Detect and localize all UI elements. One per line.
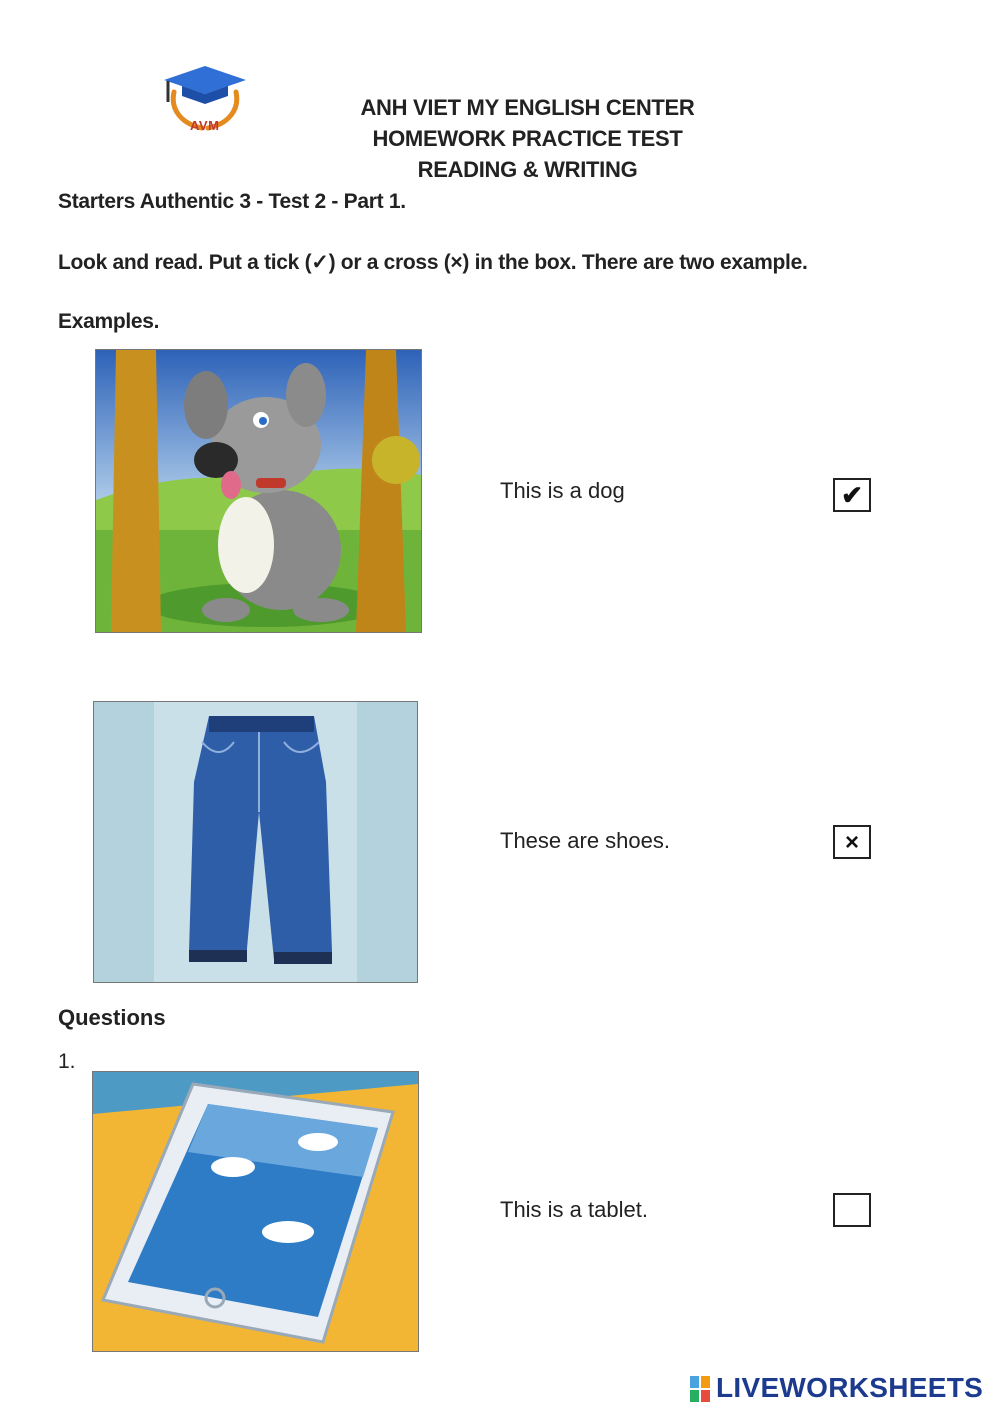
test-section: READING & WRITING: [417, 157, 638, 182]
center-name: ANH VIET MY ENGLISH CENTER: [360, 95, 695, 120]
test-title: HOMEWORK PRACTICE TEST: [372, 126, 683, 151]
logo-text: AVM: [190, 118, 220, 133]
question-1-number: 1.: [58, 1050, 76, 1073]
question-1-sentence: This is a tablet.: [500, 1197, 648, 1222]
example-1-answer-box: ✔: [833, 478, 871, 512]
liveworksheets-logo-icon: [690, 1376, 710, 1402]
test-subtitle: Starters Authentic 3 - Test 2 - Part 1.: [58, 190, 406, 213]
questions-label: Questions: [58, 1005, 166, 1030]
example-1-sentence: This is a dog: [500, 478, 625, 503]
liveworksheets-watermark: LIVEWORKSHEETS: [716, 1372, 984, 1403]
document-header: [330, 92, 725, 185]
jeans-picture: [93, 701, 418, 983]
example-2-sentence: These are shoes.: [500, 828, 670, 853]
question-1-answer-box[interactable]: [833, 1193, 871, 1227]
tablet-picture: [92, 1071, 419, 1352]
example-2-answer-box: ×: [833, 825, 871, 859]
dog-picture: [95, 349, 422, 633]
instruction-text: Look and read. Put a tick (✓) or a cross (×) in the box. There are two example.: [58, 251, 808, 274]
examples-label: Examples.: [58, 310, 160, 333]
